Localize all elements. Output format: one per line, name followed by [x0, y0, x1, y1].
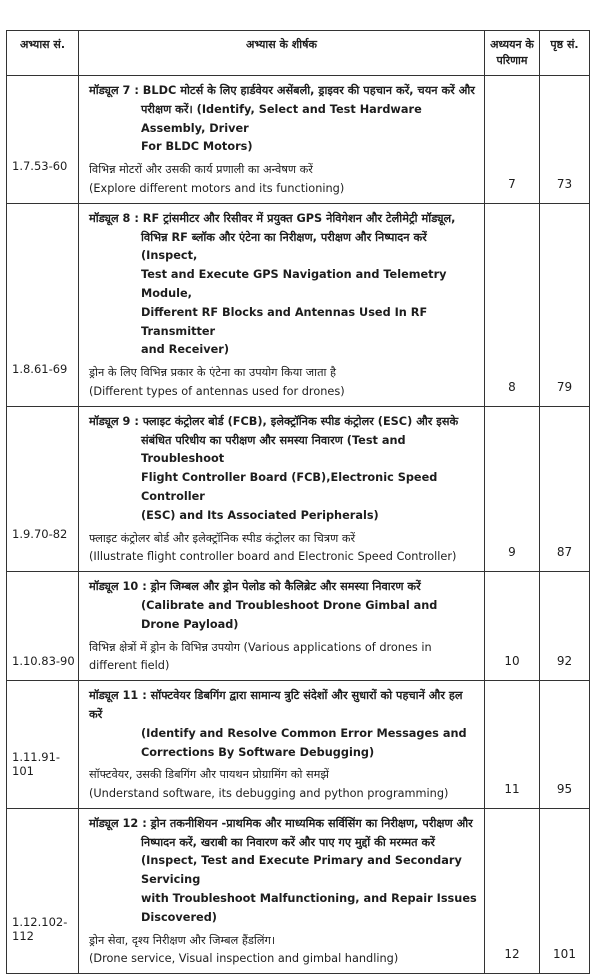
table-row — [7, 76, 590, 204]
exercise-activity — [89, 364, 478, 402]
module-heading-line: Flight Controller Board (FCB),Electronic Speed Controller — [141, 471, 438, 503]
activity-english: (Understand software, its debugging and python programming) — [89, 787, 449, 801]
module-heading — [89, 687, 478, 762]
learning-outcome — [485, 203, 540, 406]
exercise-title-cell — [79, 808, 485, 973]
exercise-table — [6, 30, 590, 974]
module-heading-line: मॉड्यूल 9 : फ्लाइट कंट्रोलर बोर्ड (FCB), इलेक्ट्रॉनिक स्पीड कंट्रोलर (ESC) और इसके — [89, 414, 459, 428]
module-heading-line: and Receiver) — [141, 343, 230, 357]
exercise-code — [7, 203, 79, 406]
exercise-code — [7, 681, 79, 809]
page-number-text: 79 — [556, 379, 573, 394]
exercise-title-cell — [79, 681, 485, 809]
exercise-code — [7, 572, 79, 681]
header-page-no: पृष्ठ सं. — [540, 31, 590, 76]
module-heading-line: मॉड्यूल 10 : ड्रोन जिम्बल और ड्रोन पेलोड को कैलिब्रेट और समस्या निवारण करें — [89, 580, 421, 594]
activity-english: (Explore different motors and its functioning) — [89, 181, 345, 195]
module-heading — [89, 578, 478, 634]
module-heading-line: (Calibrate and Troubleshoot Drone Gimbal and Drone Payload) — [141, 598, 438, 631]
module-heading-line: For BLDC Motors) — [141, 140, 253, 154]
table-row — [7, 406, 590, 571]
exercise-code-text: 1.7.53-60 — [12, 158, 68, 173]
activity-english: (Illustrate flight controller board and Electronic Speed Controller) — [89, 550, 457, 564]
learning-outcome-text: 12 — [504, 947, 520, 962]
learning-outcome-text: 10 — [504, 654, 520, 669]
activity-hindi: ड्रोन के लिए विभिन्न प्रकार के एंटेना का उपयोग किया जाता है — [89, 366, 337, 380]
module-heading-line: (Identify and Resolve Common Error Messages and — [141, 726, 467, 740]
module-heading-line: मॉड्यूल 7 : BLDC मोटर्स के लिए हार्डवेयर असेंबली, ड्राइवर की पहचान करें, चयन करें और — [89, 84, 475, 97]
learning-outcome-text: 11 — [504, 781, 520, 796]
module-heading-line: परीक्षण करें। (Identify, Select and Test Hardware Assembly, Driver — [141, 102, 422, 135]
page-number — [540, 681, 590, 809]
activity-english: (Different types of antennas used for drones) — [89, 384, 345, 398]
module-heading-line: मॉड्यूल 8 : RF ट्रांसमीटर और रिसीवर में प्रयुक्त GPS नेविगेशन और टेलीमेट्री मॉड्यूल, — [89, 211, 456, 225]
exercise-code-text: 1.8.61-69 — [12, 361, 68, 376]
header-exercise-no: अभ्यास सं. — [7, 31, 79, 76]
activity-hindi: विभिन्न क्षेत्रों में ड्रोन के विभिन्न उपयोग (Various applications of drones in different field) — [89, 640, 432, 673]
module-heading-line: विभिन्न RF ब्लॉक और एंटेना का निरीक्षण, परीक्षण और निष्पादन करें (Inspect, — [141, 230, 427, 263]
module-heading-line: Corrections By Software Debugging) — [141, 745, 375, 759]
learning-outcome — [485, 572, 540, 681]
exercise-title-cell — [79, 76, 485, 204]
exercise-code — [7, 76, 79, 204]
activity-english: (Drone service, Visual inspection and gimbal handling) — [89, 952, 399, 966]
page-number-text: 95 — [556, 781, 573, 796]
table-row — [7, 808, 590, 973]
exercise-code-text: 1.11.91-101 — [12, 749, 61, 778]
page-number-text: 87 — [556, 545, 573, 560]
exercise-code-text: 1.10.83-90 — [12, 654, 75, 669]
activity-hindi: फ्लाइट कंट्रोलर बोर्ड और इलेक्ट्रॉनिक स्पीड कंट्रोलर का चित्रण करें — [89, 531, 356, 545]
exercise-activity — [89, 766, 478, 804]
exercise-activity — [89, 639, 478, 677]
module-heading — [89, 210, 478, 360]
page-number — [540, 808, 590, 973]
exercise-title-cell — [79, 572, 485, 681]
learning-outcome-text: 8 — [508, 379, 516, 394]
learning-outcome — [485, 406, 540, 571]
page-number — [540, 76, 590, 204]
table-header-row — [7, 31, 590, 76]
module-heading-line: Different RF Blocks and Antennas Used In RF Transmitter — [141, 305, 428, 338]
page-number-text: 101 — [553, 947, 576, 962]
exercise-code — [7, 808, 79, 973]
learning-outcome — [485, 808, 540, 973]
learning-outcome-text: 7 — [508, 176, 516, 191]
activity-hindi: विभिन्न मोटरों और उसकी कार्य प्रणाली का अन्वेषण करें — [89, 163, 313, 177]
module-heading-line: Test and Execute GPS Navigation and Telemetry Module, — [141, 268, 447, 300]
module-heading — [89, 413, 478, 526]
learning-outcome — [485, 76, 540, 204]
module-heading-line: (Inspect, Test and Execute Primary and Secondary Servicing — [141, 854, 462, 887]
module-heading-line: (ESC) and Its Associated Peripherals) — [141, 508, 379, 522]
exercise-code — [7, 406, 79, 571]
activity-hindi: सॉफ्टवेयर, उसकी डिबगिंग और पायथन प्रोग्रामिंग को समझें — [89, 768, 329, 782]
table-row — [7, 203, 590, 406]
exercise-title-cell — [79, 203, 485, 406]
page-number-text: 73 — [556, 176, 573, 191]
page-number — [540, 572, 590, 681]
module-heading-line: संबंधित परिधीय का परीक्षण और समस्या निवारण (Test and Troubleshoot — [141, 433, 406, 466]
page-number — [540, 203, 590, 406]
table-row — [7, 681, 590, 809]
module-heading — [89, 815, 478, 928]
exercise-activity — [89, 161, 478, 199]
learning-outcome — [485, 681, 540, 809]
header-exercise-title: अभ्यास के शीर्षक — [79, 31, 485, 76]
page-number — [540, 406, 590, 571]
exercise-activity — [89, 530, 478, 568]
module-heading-line: मॉड्यूल 12 : ड्रोन तकनीशियन -प्राथमिक और माध्यमिक सर्विसिंग का निरीक्षण, परीक्षण और — [89, 816, 473, 830]
module-heading-line: Discovered) — [141, 910, 217, 924]
page-number-text: 92 — [556, 654, 573, 669]
exercise-title-cell — [79, 406, 485, 571]
table-row — [7, 572, 590, 681]
module-heading-line: मॉड्यूल 11 : सॉफ्टवेयर डिबगिंग द्वारा सामान्य त्रुटि संदेशों और सुधारों को पहचानें और हल करें — [89, 689, 463, 721]
activity-hindi: ड्रोन सेवा, दृश्य निरीक्षण और जिम्बल हैंडलिंग। — [89, 933, 276, 947]
learning-outcome-text: 9 — [508, 545, 516, 560]
exercise-activity — [89, 932, 478, 970]
module-heading — [89, 82, 478, 157]
exercise-code-text: 1.9.70-82 — [12, 527, 68, 542]
module-heading-line: with Troubleshoot Malfunctioning, and Repair Issues — [141, 892, 477, 906]
exercise-code-text: 1.12.102-112 — [12, 915, 68, 944]
module-heading-line: निष्पादन करें, खराबी का निवारण करें और पाए गए मुद्दों की मरम्मत करें — [141, 835, 435, 849]
header-learning-outcome: अध्ययन के परिणाम — [485, 31, 540, 76]
